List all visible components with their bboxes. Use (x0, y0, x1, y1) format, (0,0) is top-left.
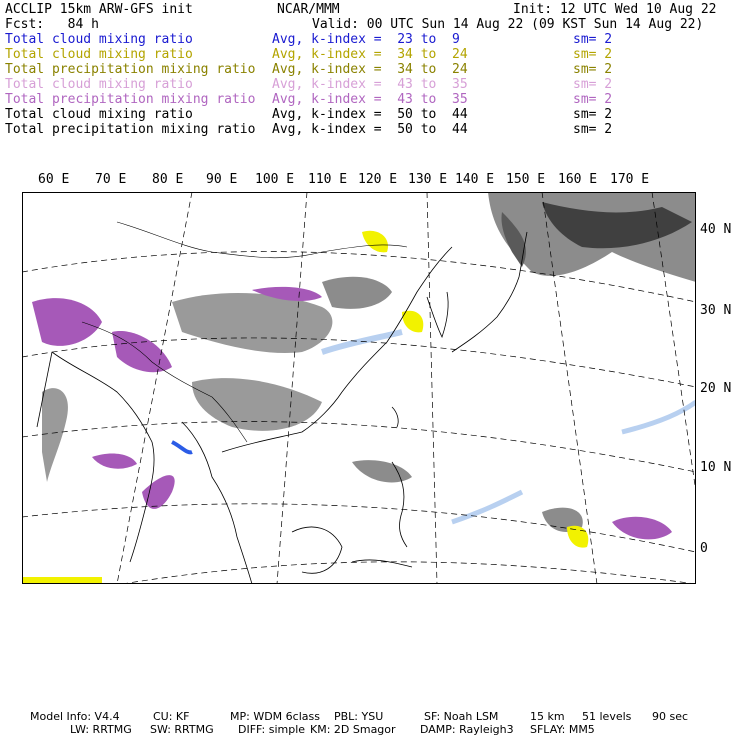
footer-item: SFLAY: MM5 (530, 723, 595, 736)
footer-item: 90 sec (652, 710, 689, 723)
footer-item: PBL: YSU (334, 710, 384, 723)
field-name: Total precipitation mixing ratio (5, 122, 256, 137)
latitude-label: 20 N (700, 381, 732, 396)
longitude-label: 140 E (455, 172, 495, 187)
footer-item: LW: RRTMG (70, 723, 132, 736)
longitude-label: 170 E (610, 172, 650, 187)
footer-item: KM: 2D Smagor (310, 723, 396, 736)
footer-item: MP: WDM 6class (230, 710, 320, 723)
field-level-range: Avg, k-index = 43 to 35 (272, 77, 468, 92)
footer-item: Model Info: V4.4 (30, 710, 120, 723)
footer-line-2 (0, 723, 740, 736)
latitude-label: 40 N (700, 222, 732, 237)
weather-map (22, 192, 696, 584)
footer-item: SW: RRTMG (150, 723, 214, 736)
longitude-label: 100 E (255, 172, 295, 187)
field-smoothing: sm= 2 (573, 62, 613, 77)
field-list (5, 32, 735, 137)
org-label: NCAR/MMM (277, 2, 340, 17)
field-smoothing: sm= 2 (573, 107, 613, 122)
longitude-label: 130 E (408, 172, 448, 187)
field-level-range: Avg, k-index = 50 to 44 (272, 122, 468, 137)
model-info-footer (0, 710, 740, 736)
field-name: Total cloud mixing ratio (5, 47, 193, 62)
field-smoothing: sm= 2 (573, 92, 613, 107)
footer-item: CU: KF (153, 710, 190, 723)
field-level-range: Avg, k-index = 50 to 44 (272, 107, 468, 122)
field-row (5, 62, 735, 77)
field-smoothing: sm= 2 (573, 47, 613, 62)
init-time: Init: 12 UTC Wed 10 Aug 22 (513, 2, 717, 17)
field-smoothing: sm= 2 (573, 122, 613, 137)
latitude-label: 30 N (700, 303, 732, 318)
longitude-label: 120 E (358, 172, 398, 187)
footer-item: 15 km (530, 710, 565, 723)
field-level-range: Avg, k-index = 34 to 24 (272, 62, 468, 77)
header-row-1 (5, 2, 735, 17)
field-row (5, 122, 735, 137)
longitude-label: 90 E (206, 172, 238, 187)
longitude-label: 150 E (506, 172, 546, 187)
forecast-hour: Fcst: 84 h (5, 17, 99, 32)
footer-item: DAMP: Rayleigh3 (420, 723, 514, 736)
cloud-area-yellow-south (22, 577, 102, 584)
field-name: Total cloud mixing ratio (5, 32, 193, 47)
header (5, 2, 735, 137)
field-name: Total precipitation mixing ratio (5, 92, 256, 107)
longitude-label: 60 E (38, 172, 70, 187)
field-name: Total cloud mixing ratio (5, 107, 193, 122)
field-level-range: Avg, k-index = 23 to 9 (272, 32, 460, 47)
longitude-label: 160 E (558, 172, 598, 187)
latitude-label: 10 N (700, 460, 732, 475)
footer-item: 51 levels (582, 710, 632, 723)
longitude-label: 80 E (152, 172, 184, 187)
field-name: Total precipitation mixing ratio (5, 62, 256, 77)
longitude-label: 70 E (95, 172, 127, 187)
field-smoothing: sm= 2 (573, 32, 613, 47)
footer-item: DIFF: simple (238, 723, 306, 736)
field-row (5, 107, 735, 122)
field-smoothing: sm= 2 (573, 77, 613, 92)
header-row-2 (5, 17, 735, 32)
longitude-labels (0, 172, 740, 188)
footer-item: SF: Noah LSM (424, 710, 499, 723)
model-title: ACCLIP 15km ARW-GFS init (5, 2, 193, 17)
field-row (5, 32, 735, 47)
field-row (5, 92, 735, 107)
field-level-range: Avg, k-index = 34 to 24 (272, 47, 468, 62)
field-name: Total cloud mixing ratio (5, 77, 193, 92)
valid-time: Valid: 00 UTC Sun 14 Aug 22 (09 KST Sun 14 Aug 22) (312, 17, 704, 32)
footer-line-1 (0, 710, 740, 723)
field-level-range: Avg, k-index = 43 to 35 (272, 92, 468, 107)
longitude-label: 110 E (308, 172, 348, 187)
field-row (5, 47, 735, 62)
field-row (5, 77, 735, 92)
latitude-label: 0 (700, 541, 708, 556)
